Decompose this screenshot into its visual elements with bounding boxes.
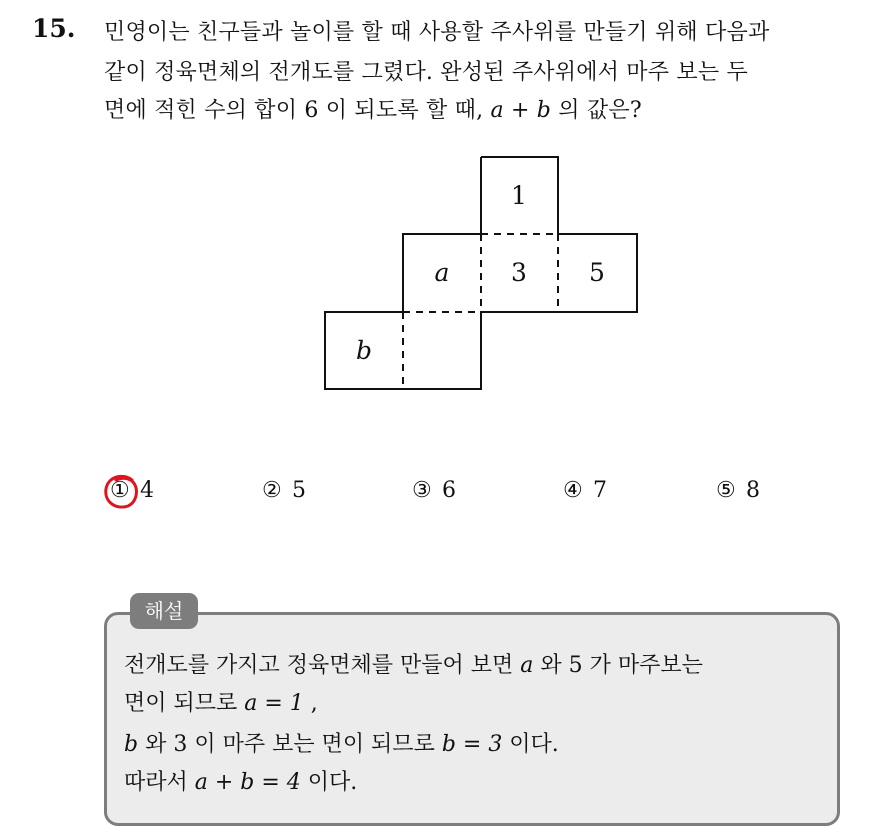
choice-2[interactable] — [262, 478, 306, 503]
question-text-post: 의 값은? — [551, 98, 642, 123]
solution-text: 와 5 가 마주보는 — [533, 653, 703, 678]
choice-2-value: 5 — [292, 478, 306, 503]
choice-3[interactable] — [412, 478, 456, 503]
solution-label: 해설 — [130, 593, 198, 629]
question-expression: a + b — [490, 98, 552, 123]
answer-circle-mark-icon — [102, 472, 142, 512]
solution-variable: b — [124, 732, 139, 757]
solution-text: 따라서 — [124, 770, 195, 795]
face-bottom-left: b — [355, 336, 373, 365]
choice-3-number: ③ — [412, 478, 432, 503]
choice-3-value: 6 — [442, 478, 456, 503]
choice-4-number: ④ — [563, 478, 583, 503]
face-middle-left: a — [434, 258, 450, 287]
choice-4-value: 7 — [593, 478, 607, 503]
choice-number — [110, 478, 140, 503]
solution-text: , — [303, 691, 318, 716]
choice-5[interactable] — [716, 478, 760, 503]
choice-5-number: ⑤ — [716, 478, 736, 503]
solution-text: 이다. — [502, 732, 559, 757]
question-number: 15. — [32, 14, 76, 43]
choice-5-value: 8 — [746, 478, 760, 503]
solution-text: 면이 되므로 — [124, 691, 245, 716]
solution-line-1 — [124, 648, 703, 679]
question-text-line-2: 같이 정육면체의 전개도를 그렸다. 완성된 주사위에서 마주 보는 두 — [104, 60, 748, 85]
choice-1-value: 4 — [140, 478, 154, 503]
solution-line-4 — [124, 765, 357, 796]
solution-text: 이다. — [300, 770, 358, 795]
solution-equation: a = 1 — [244, 691, 304, 716]
solution-text: 전개도를 가지고 정육면체를 만들어 보면 — [124, 653, 521, 678]
choice-4[interactable] — [563, 478, 607, 503]
solution-text: 와 3 이 마주 보는 면이 되므로 — [138, 732, 442, 757]
choice-1-number: ① — [110, 478, 130, 503]
solution-equation: a + b = 4 — [194, 770, 301, 795]
choice-1[interactable] — [110, 478, 154, 503]
solution-variable: a — [520, 653, 534, 678]
face-top: 1 — [511, 181, 527, 210]
solution-line-2 — [124, 686, 318, 717]
face-middle-center: 3 — [511, 258, 527, 287]
cube-net-diagram — [320, 150, 640, 395]
question-text-pre: 면에 적힌 수의 합이 6 이 되도록 할 때, — [104, 98, 491, 123]
solution-line-3 — [124, 727, 559, 758]
question-text-line-1: 민영이는 친구들과 놀이를 할 때 사용할 주사위를 만들기 위해 다음과 — [104, 20, 770, 45]
solution-equation: b = 3 — [441, 732, 503, 757]
question-text-line-3 — [104, 93, 642, 124]
choice-2-number: ② — [262, 478, 282, 503]
face-middle-right: 5 — [589, 258, 605, 287]
